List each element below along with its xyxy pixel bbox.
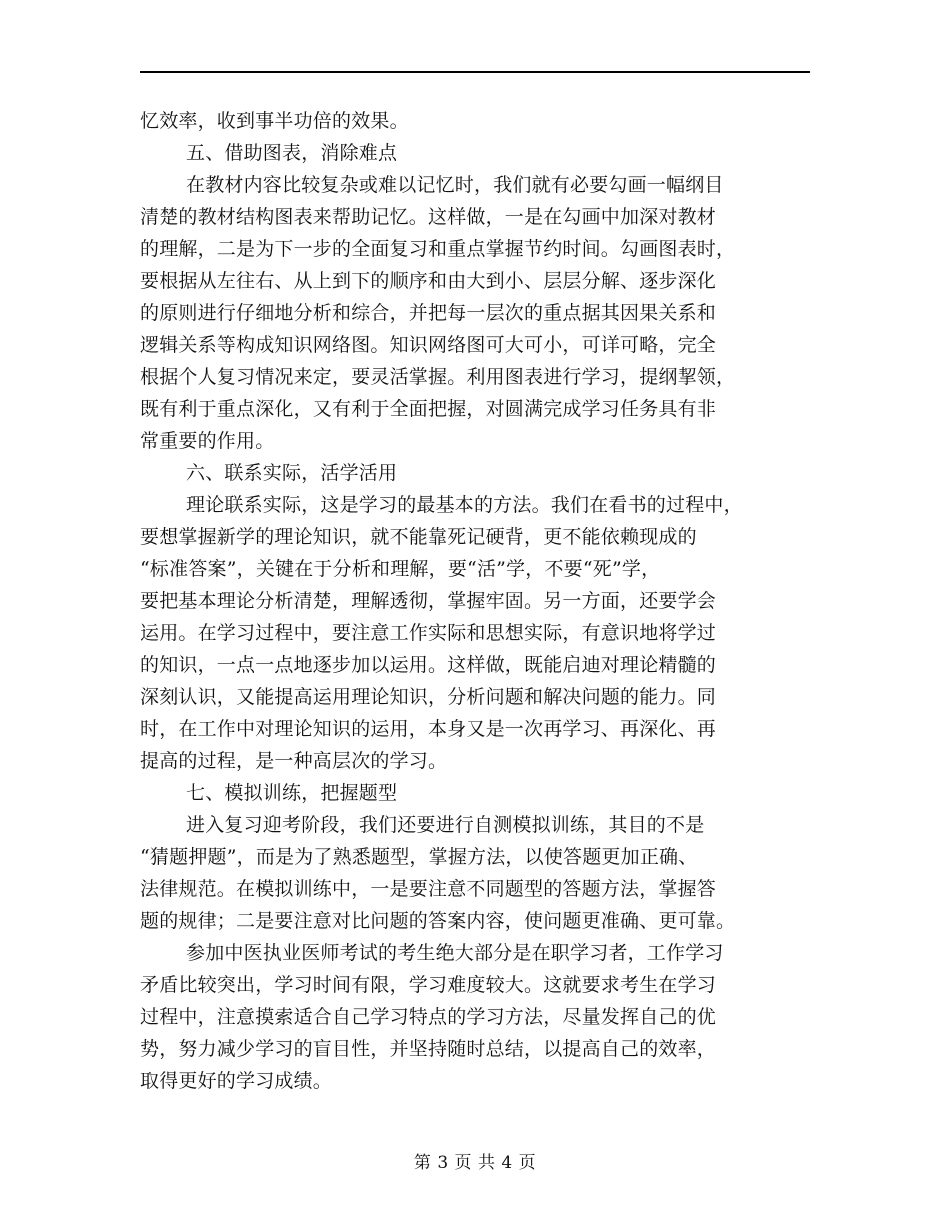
- text-line: 提高的过程，是一种高层次的学习。: [140, 750, 448, 772]
- text-line: 的知识，一点一点地逐步加以运用。这样做，既能启迪对理论精髓的: [140, 654, 717, 676]
- text-line: 清楚的教材结构图表来帮助记忆。这样做，一是在勾画中加深对教材: [140, 206, 717, 228]
- text-line: 理论联系实际，这是学习的最基本的方法。我们在看书的过程中，: [186, 494, 743, 516]
- text-line: 逻辑关系等构成知识网络图。知识网络图可大可小，可详可略，完全: [140, 334, 717, 356]
- text-line: 矛盾比较突出，学习时间有限，学习难度较大。这就要求考生在学习: [140, 974, 717, 996]
- header-rule: [140, 71, 810, 73]
- text-line: 过程中，注意摸索适合自己学习特点的学习方法，尽量发挥自己的优: [140, 1006, 717, 1028]
- text-line: 参加中医执业医师考试的考生绝大部分是在职学习者，工作学习: [186, 942, 724, 964]
- text-line: 取得更好的学习成绩。: [140, 1070, 333, 1092]
- text-line: 要把基本理论分析清楚，理解透彻，掌握牢固。另一方面，还要学会: [140, 590, 717, 612]
- text-line: 势，努力减少学习的盲目性，并坚持随时总结，以提高自己的效率，: [140, 1038, 717, 1060]
- section-heading-7: 七、模拟训练，把握题型: [186, 782, 398, 804]
- text-line: 要根据从左往右、从上到下的顺序和由大到小、层层分解、逐步深化: [140, 270, 717, 292]
- text-line: 进入复习迎考阶段，我们还要进行自测模拟训练，其目的不是: [186, 814, 705, 836]
- text-line: 忆效率，收到事半功倍的效果。: [140, 110, 409, 132]
- text-line: 根据个人复习情况来定，要灵活掌握。利用图表进行学习，提纲挈领，: [140, 366, 736, 388]
- text-line: 题的规律；二是要注意对比问题的答案内容，使问题更准确、更可靠。: [140, 910, 736, 932]
- section-heading-6: 六、联系实际，活学活用: [186, 462, 398, 484]
- text-line: 深刻认识，又能提高运用理论知识，分析问题和解决问题的能力。同: [140, 686, 717, 708]
- page-footer: 第 3 页 共 4 页: [413, 1153, 537, 1173]
- text-line: “猜题押题”，而是为了熟悉题型，掌握方法，以使答题更加正确、: [140, 846, 698, 868]
- text-line: 要想掌握新学的理论知识，就不能靠死记硬背，更不能依赖现成的: [140, 526, 697, 548]
- text-line: 在教材内容比较复杂或难以记忆时，我们就有必要勾画一幅纲目: [186, 174, 724, 196]
- text-line: 的理解，二是为下一步的全面复习和重点掌握节约时间。勾画图表时，: [140, 238, 736, 260]
- text-line: “标准答案”，关键在于分析和理解，要“活”学，不要“死”学，: [140, 558, 661, 580]
- text-line: 既有利于重点深化，又有利于全面把握，对圆满完成学习任务具有非: [140, 398, 717, 420]
- text-line: 时，在工作中对理论知识的运用，本身又是一次再学习、再深化、再: [140, 718, 717, 740]
- body-text: [140, 105, 820, 1097]
- text-line: 常重要的作用。: [140, 430, 275, 452]
- section-heading-5: 五、借助图表，消除难点: [186, 142, 398, 164]
- text-line: 法律规范。在模拟训练中，一是要注意不同题型的答题方法，掌握答: [140, 878, 717, 900]
- text-line: 的原则进行仔细地分析和综合，并把每一层次的重点据其因果关系和: [140, 302, 717, 324]
- text-line: 运用。在学习过程中，要注意工作实际和思想实际，有意识地将学过: [140, 622, 717, 644]
